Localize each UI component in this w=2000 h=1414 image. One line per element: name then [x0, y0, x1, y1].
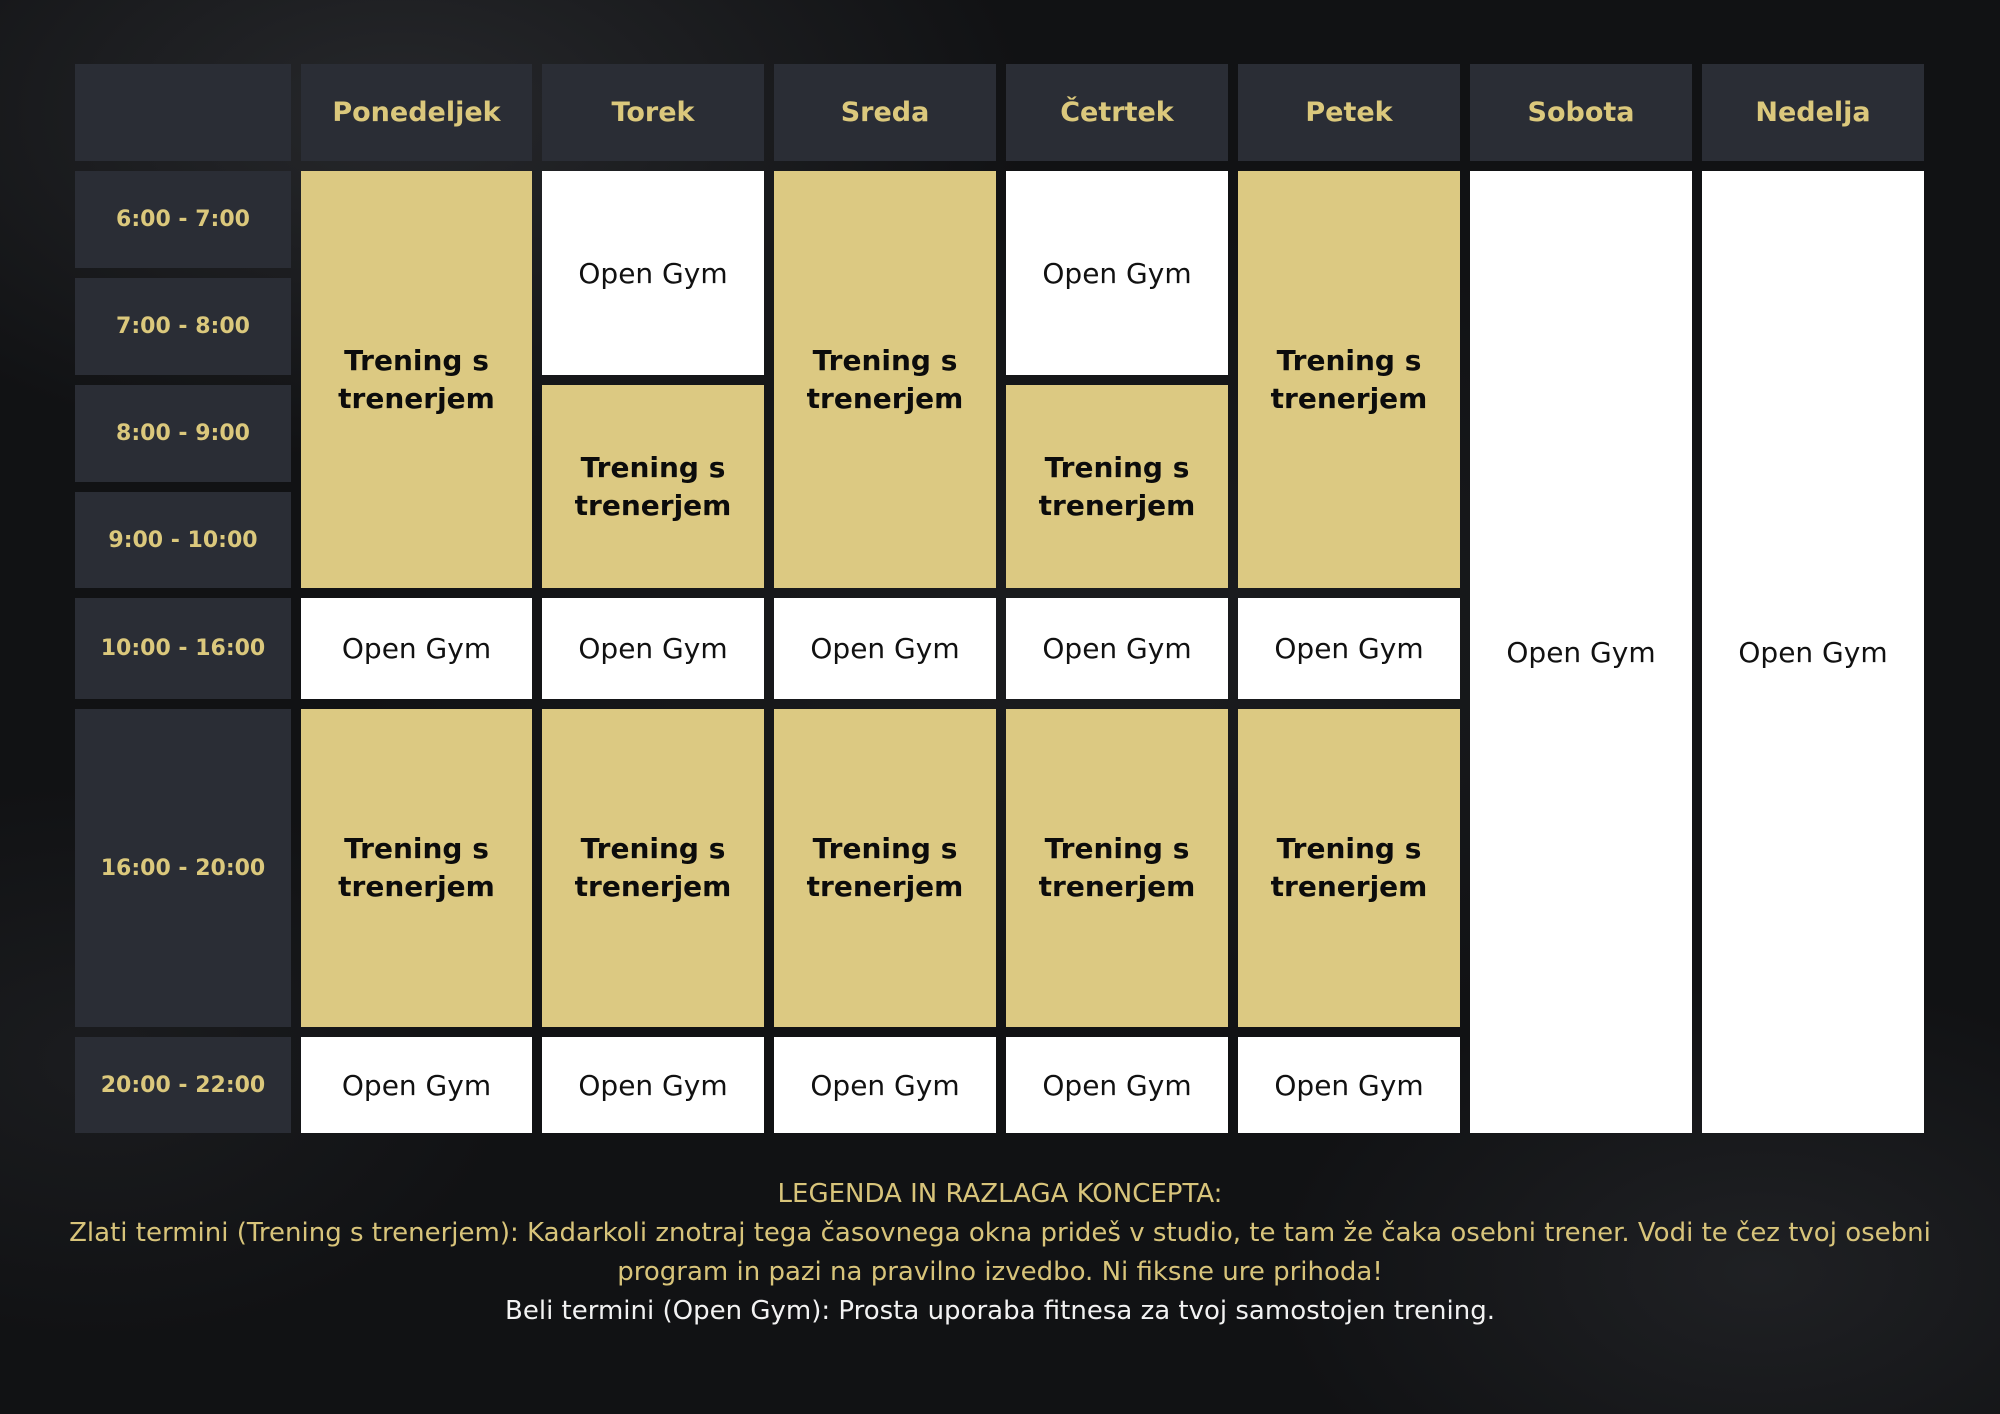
schedule-block-open-gym: Open Gym: [542, 598, 764, 699]
schedule-block-open-gym: Open Gym: [301, 598, 532, 699]
legend-gold-explanation: Zlati termini (Trening s trenerjem): Kadarkoli znotraj tega časovnega okna prideš v studio, te tam že čaka osebni trener. Vodi te čez tvoj osebni program in pazi na pravilno izvedbo. Ni fiksne ure prihoda!: [69, 1218, 1931, 1287]
legend-title: LEGENDA IN RAZLAGA KONCEPTA:: [777, 1179, 1223, 1209]
header-corner-cell: [75, 64, 291, 161]
legend-white-explanation: Beli termini (Open Gym): Prosta uporaba fitnesa za tvoj samostojen trening.: [505, 1296, 1495, 1326]
time-slot-label: 16:00 - 20:00: [75, 709, 291, 1027]
schedule-block-trening: Trening s trenerjem: [301, 171, 532, 588]
schedule-block-open-gym: Open Gym: [774, 1037, 996, 1133]
schedule-block-open-gym: Open Gym: [542, 1037, 764, 1133]
legend: [30, 1175, 1970, 1331]
schedule-block-open-gym: Open Gym: [301, 1037, 532, 1133]
day-header: Četrtek: [1006, 64, 1228, 161]
schedule-block-open-gym: Open Gym: [1006, 1037, 1228, 1133]
day-header: Sobota: [1470, 64, 1692, 161]
schedule-block-trening: Trening s trenerjem: [1006, 709, 1228, 1027]
schedule-block-trening: Trening s trenerjem: [774, 709, 996, 1027]
schedule-block-open-gym: Open Gym: [1006, 171, 1228, 375]
schedule-block-open-gym: Open Gym: [542, 171, 764, 375]
schedule-block-open-gym: Open Gym: [1238, 1037, 1460, 1133]
day-header: Ponedeljek: [301, 64, 532, 161]
schedule-block-trening: Trening s trenerjem: [542, 709, 764, 1027]
day-header: Sreda: [774, 64, 996, 161]
schedule-block-open-gym: Open Gym: [1470, 171, 1692, 1133]
day-header: Torek: [542, 64, 764, 161]
schedule-block-open-gym: Open Gym: [1702, 171, 1924, 1133]
time-slot-label: 10:00 - 16:00: [75, 598, 291, 699]
schedule-block-open-gym: Open Gym: [774, 598, 996, 699]
time-slot-label: 8:00 - 9:00: [75, 385, 291, 482]
schedule-grid: [75, 64, 1924, 1133]
time-slot-label: 7:00 - 8:00: [75, 278, 291, 375]
schedule-block-open-gym: Open Gym: [1238, 598, 1460, 699]
schedule-block-trening: Trening s trenerjem: [1006, 385, 1228, 588]
day-header: Nedelja: [1702, 64, 1924, 161]
schedule-block-open-gym: Open Gym: [1006, 598, 1228, 699]
time-slot-label: 20:00 - 22:00: [75, 1037, 291, 1133]
day-header: Petek: [1238, 64, 1460, 161]
schedule-block-trening: Trening s trenerjem: [301, 709, 532, 1027]
schedule-block-trening: Trening s trenerjem: [1238, 709, 1460, 1027]
schedule-block-trening: Trening s trenerjem: [1238, 171, 1460, 588]
schedule-block-trening: Trening s trenerjem: [542, 385, 764, 588]
schedule-block-trening: Trening s trenerjem: [774, 171, 996, 588]
time-slot-label: 9:00 - 10:00: [75, 492, 291, 588]
time-slot-label: 6:00 - 7:00: [75, 171, 291, 268]
